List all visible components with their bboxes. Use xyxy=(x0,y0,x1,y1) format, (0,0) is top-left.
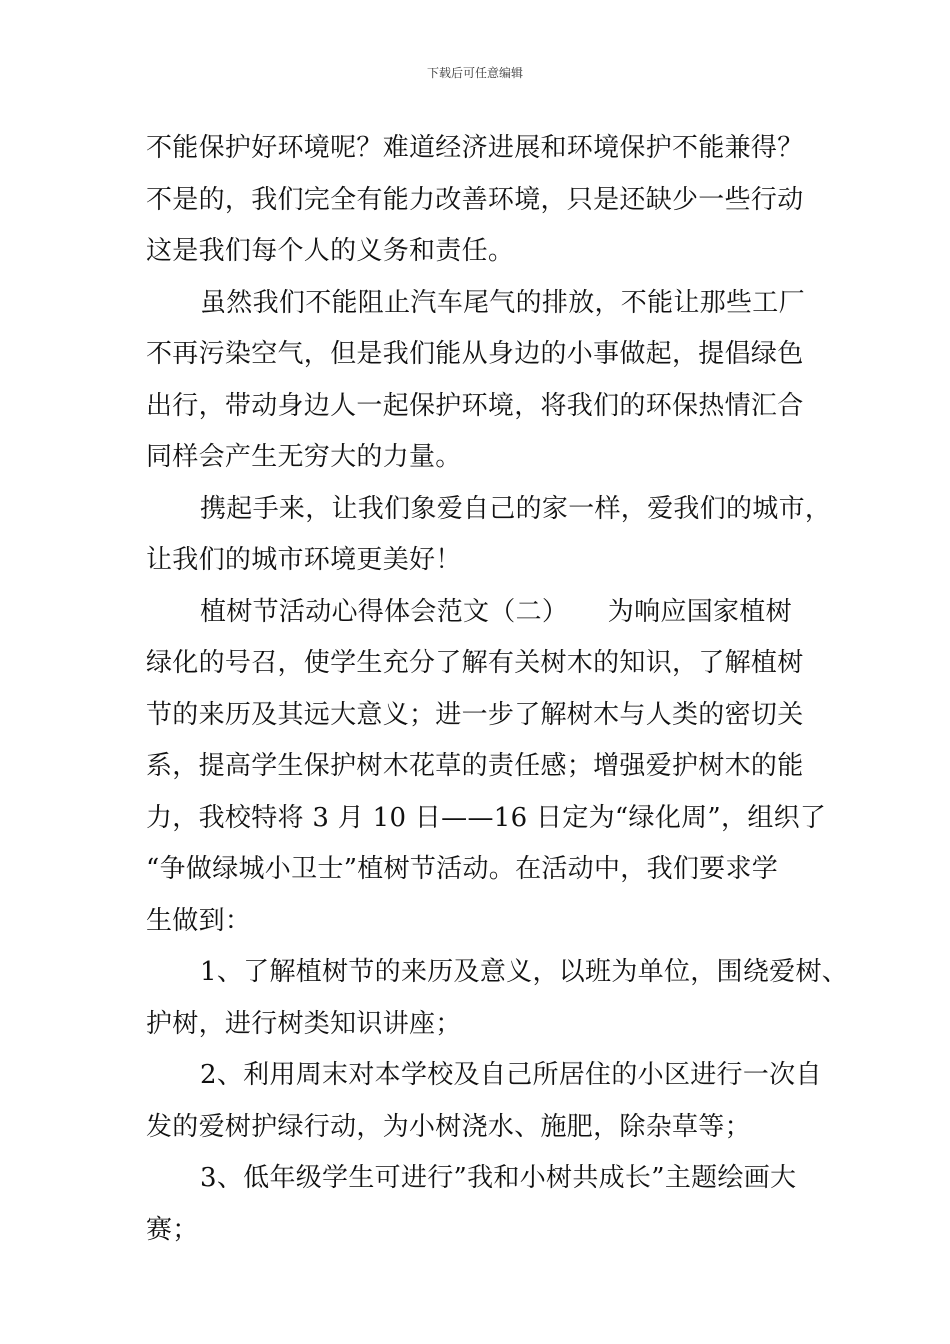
list-item-1: 1、了解植树节的来历及意义，以班为单位，围绕爱树、 xyxy=(200,957,849,987)
document-body xyxy=(146,128,849,1261)
paragraph-first-line: 携起手来，让我们象爱自己的家一样，爱我们的城市， xyxy=(200,493,832,524)
list-item-2: 2、利用周末对本学校及自己所居住的小区进行一次自 xyxy=(200,1060,822,1090)
text-line: 不能保护好环境呢？难道经济进展和环境保护不能兼得？ xyxy=(146,133,804,163)
text-line: 护树，进行树类知识讲座； xyxy=(146,1008,462,1039)
text-line: 节的来历及其远大意义；进一步了解树木与人类的密切关 xyxy=(146,699,804,730)
section-title-line: 植树节活动心得体会范文（二） 为响应国家植树 xyxy=(200,596,792,627)
text-line: 发的爱树护绿行动，为小树浇水、施肥，除杂草等； xyxy=(146,1111,751,1142)
list-item-3: 3、低年级学生可进行”我和小树共成长”主题绘画大 xyxy=(200,1163,797,1193)
text-line: 生做到： xyxy=(146,905,252,936)
text-line: 系，提高学生保护树木花草的责任感；增强爱护树木的能 xyxy=(146,751,804,781)
text-line: 让我们的城市环境更美好！ xyxy=(146,545,462,575)
paragraph-first-line: 虽然我们不能阻止汽车尾气的排放，不能让那些工厂 xyxy=(200,287,805,318)
text-line: 不是的，我们完全有能力改善环境，只是还缺少一些行动 xyxy=(146,184,804,215)
page-header: 下载后可任意编辑 xyxy=(426,66,523,80)
text-line: “争做绿城小卫士”植树节活动。在活动中，我们要求学 xyxy=(146,854,779,884)
text-line: 同样会产生无穷大的力量。 xyxy=(146,442,462,472)
text-line: 绿化的号召，使学生充分了解有关树木的知识，了解植树 xyxy=(146,648,804,678)
text-line: 这是我们每个人的义务和责任。 xyxy=(146,236,515,266)
text-line: 出行，带动身边人一起保护环境，将我们的环保热情汇合 xyxy=(146,390,804,421)
text-line: 赛； xyxy=(146,1214,199,1245)
text-line: 不再污染空气，但是我们能从身边的小事做起，提倡绿色 xyxy=(146,339,804,369)
text-line: 力，我校特将 3 月 10 日——16 日定为“绿化周”，组织了 xyxy=(146,802,827,833)
